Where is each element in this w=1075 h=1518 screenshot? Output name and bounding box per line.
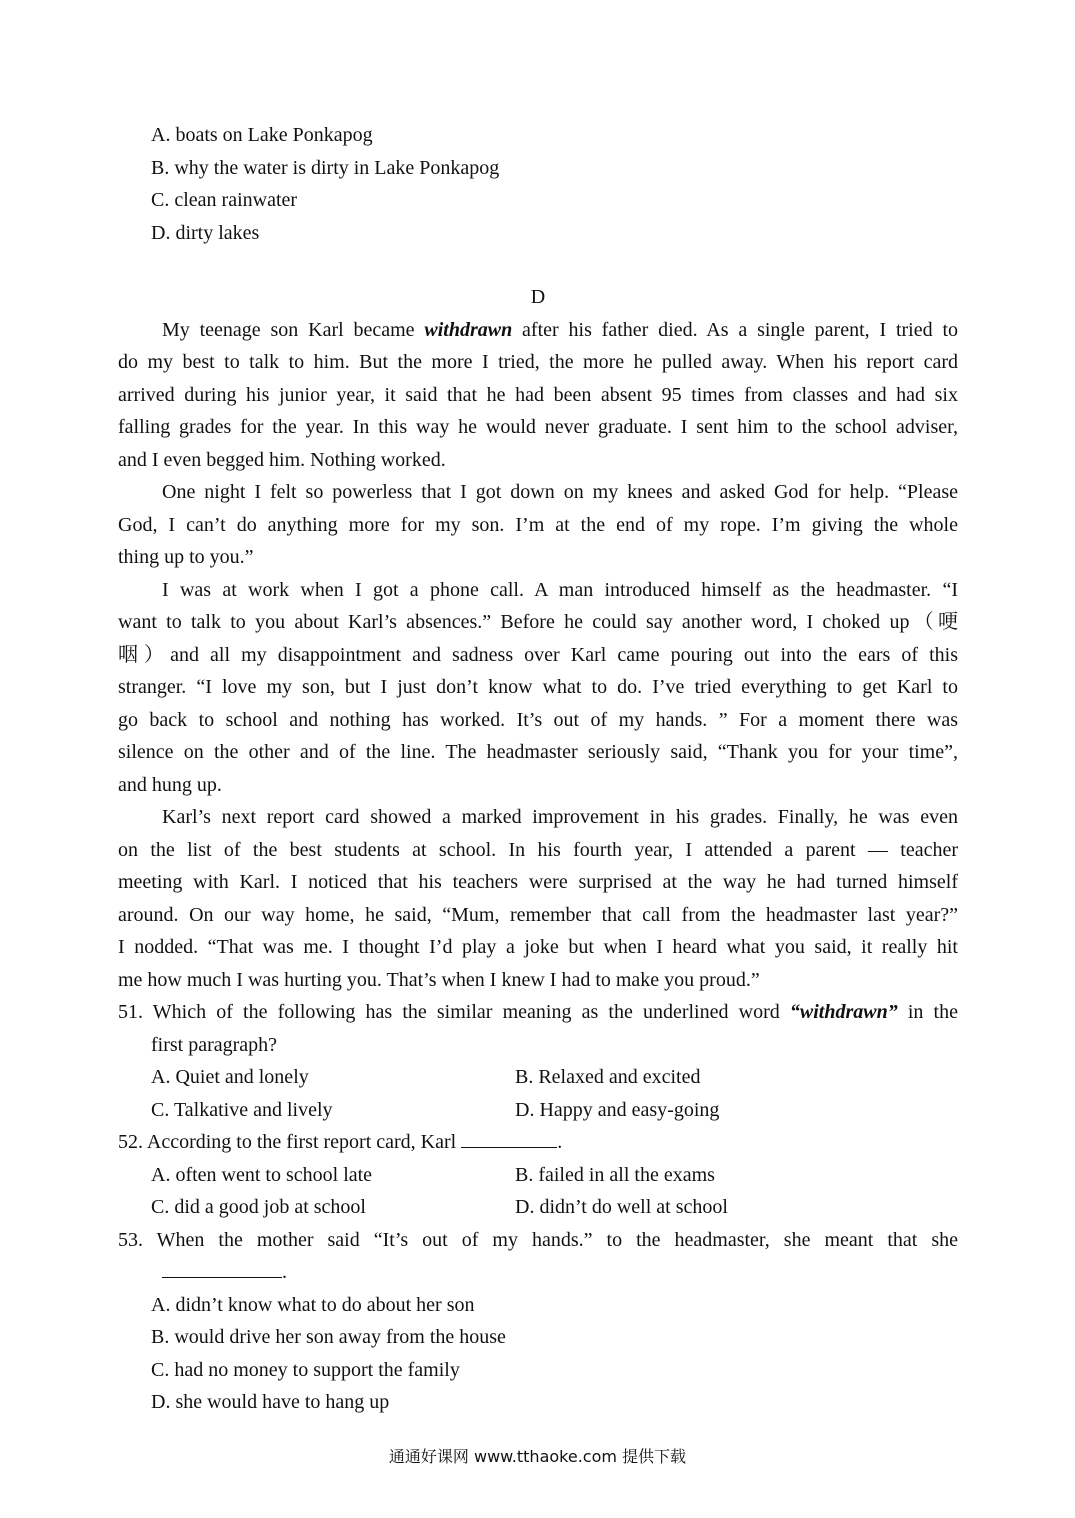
paragraph-1-line: falling grades for the year. In this way he would never graduate. I sent him to the school adviser,: [118, 416, 958, 438]
passage-d: [118, 281, 958, 1419]
option-a: A. Quiet and lonely: [151, 1066, 309, 1088]
option-b: B. would drive her son away from the house: [151, 1326, 506, 1348]
paragraph-4-line: meeting with Karl. I noticed that his teachers were surprised at the way he had turned himself: [118, 871, 958, 893]
option-c: C. clean rainwater: [151, 189, 298, 211]
paragraph-4-line: me how much I was hurting you. That’s when I knew I had to make you proud.”: [118, 968, 760, 991]
option-a: A. didn’t know what to do about her son: [151, 1293, 475, 1316]
paragraph-3-line: silence on the other and of the line. The headmaster seriously said, “Thank you for your time”,: [118, 741, 958, 763]
answer-blank: [461, 1127, 557, 1148]
answer-blank: [162, 1257, 282, 1278]
paragraph-3-line: want to talk to you about Karl’s absences.” Before he could say another word, I choked up（哽: [118, 611, 958, 633]
paragraph-2-line: One night I felt so powerless that I got down on my knees and asked God for help. “Please: [162, 481, 958, 503]
paragraph-2-line: thing up to you.”: [118, 546, 254, 568]
paragraph-3-line: I was at work when I got a phone call. A man introduced himself as the headmaster. “I: [162, 578, 958, 601]
question-51-options-row: [118, 1061, 958, 1094]
paragraph-3-line: 咽）and all my disappointment and sadness over Karl came pouring out into the ears of this: [118, 643, 958, 666]
option-d: D. she would have to hang up: [151, 1391, 390, 1413]
paragraph-4-line: Karl’s next report card showed a marked improvement in his grades. Finally, he was even: [162, 806, 958, 828]
question-52-options-row: [118, 1191, 958, 1224]
highlighted-word: withdrawn: [424, 318, 513, 341]
option-a: A. boats on Lake Ponkapog: [151, 124, 373, 146]
option-b: B. why the water is dirty in Lake Ponkapog: [151, 156, 500, 179]
option-c: C. Talkative and lively: [151, 1098, 333, 1121]
paragraph-4-line: on the list of the best students at school. In his fourth year, I attended a parent — teacher: [118, 838, 958, 861]
paragraph-2-line: God, I can’t do anything more for my son. I’m at the end of my rope. I’m giving the whole: [118, 513, 958, 536]
option-a: A. often went to school late: [151, 1163, 373, 1186]
paragraph-1-line: arrived during his junior year, it said that he had been absent 95 times from classes and had six: [118, 383, 958, 406]
option-d: D. Happy and easy-going: [515, 1098, 720, 1121]
paragraph-1-line: My teenage son Karl became withdrawn after his father died. As a single parent, I tried to: [162, 318, 958, 341]
option-b: B. failed in all the exams: [515, 1163, 715, 1186]
paragraph-3-line: stranger. “I love my son, but I just don’t know what to do. I’ve tried everything to get Karl to: [118, 676, 958, 698]
question-52-stem: 52. According to the first report card, Karl .: [118, 1126, 958, 1159]
previous-question-options: [118, 119, 958, 249]
paragraph-4-line: around. On our way home, he said, “Mum, remember that call from the headmaster last year?”: [118, 903, 958, 926]
option-c: C. did a good job at school: [151, 1196, 366, 1218]
option-d: D. dirty lakes: [151, 221, 260, 244]
paragraph-4-line: I nodded. “That was me. I thought I’d play a joke but when I heard what you said, it really hit: [118, 936, 958, 958]
option-c: C. had no money to support the family: [151, 1358, 460, 1381]
option-b: B. Relaxed and excited: [515, 1066, 701, 1088]
paragraph-1-line: do my best to talk to him. But the more I tried, the more he pulled away. When his report card: [118, 351, 958, 373]
paragraph-3-line: and hung up.: [118, 773, 222, 796]
section-heading: D: [530, 286, 546, 308]
question-51-options-row: [118, 1094, 958, 1127]
page-footer: 通通好课网 www.tthaoke.com 提供下载: [388, 1447, 687, 1466]
paragraph-3-line: go back to school and nothing has worked. It’s out of my hands. ” For a moment there was: [118, 708, 958, 731]
option-d: D. didn’t do well at school: [515, 1196, 728, 1218]
question-52-options-row: [118, 1159, 958, 1192]
question-53-blank-line: .: [118, 1256, 958, 1289]
question-51-stem: 51. Which of the following has the similar meaning as the underlined word “withdrawn” in the: [118, 1001, 958, 1023]
highlighted-word: “withdrawn”: [789, 1001, 898, 1023]
question-51-stem-continued: first paragraph?: [151, 1033, 278, 1056]
paragraph-1-line: and I even begged him. Nothing worked.: [118, 448, 446, 471]
question-53-stem: 53. When the mother said “It’s out of my hands.” to the headmaster, she meant that she: [118, 1228, 958, 1251]
